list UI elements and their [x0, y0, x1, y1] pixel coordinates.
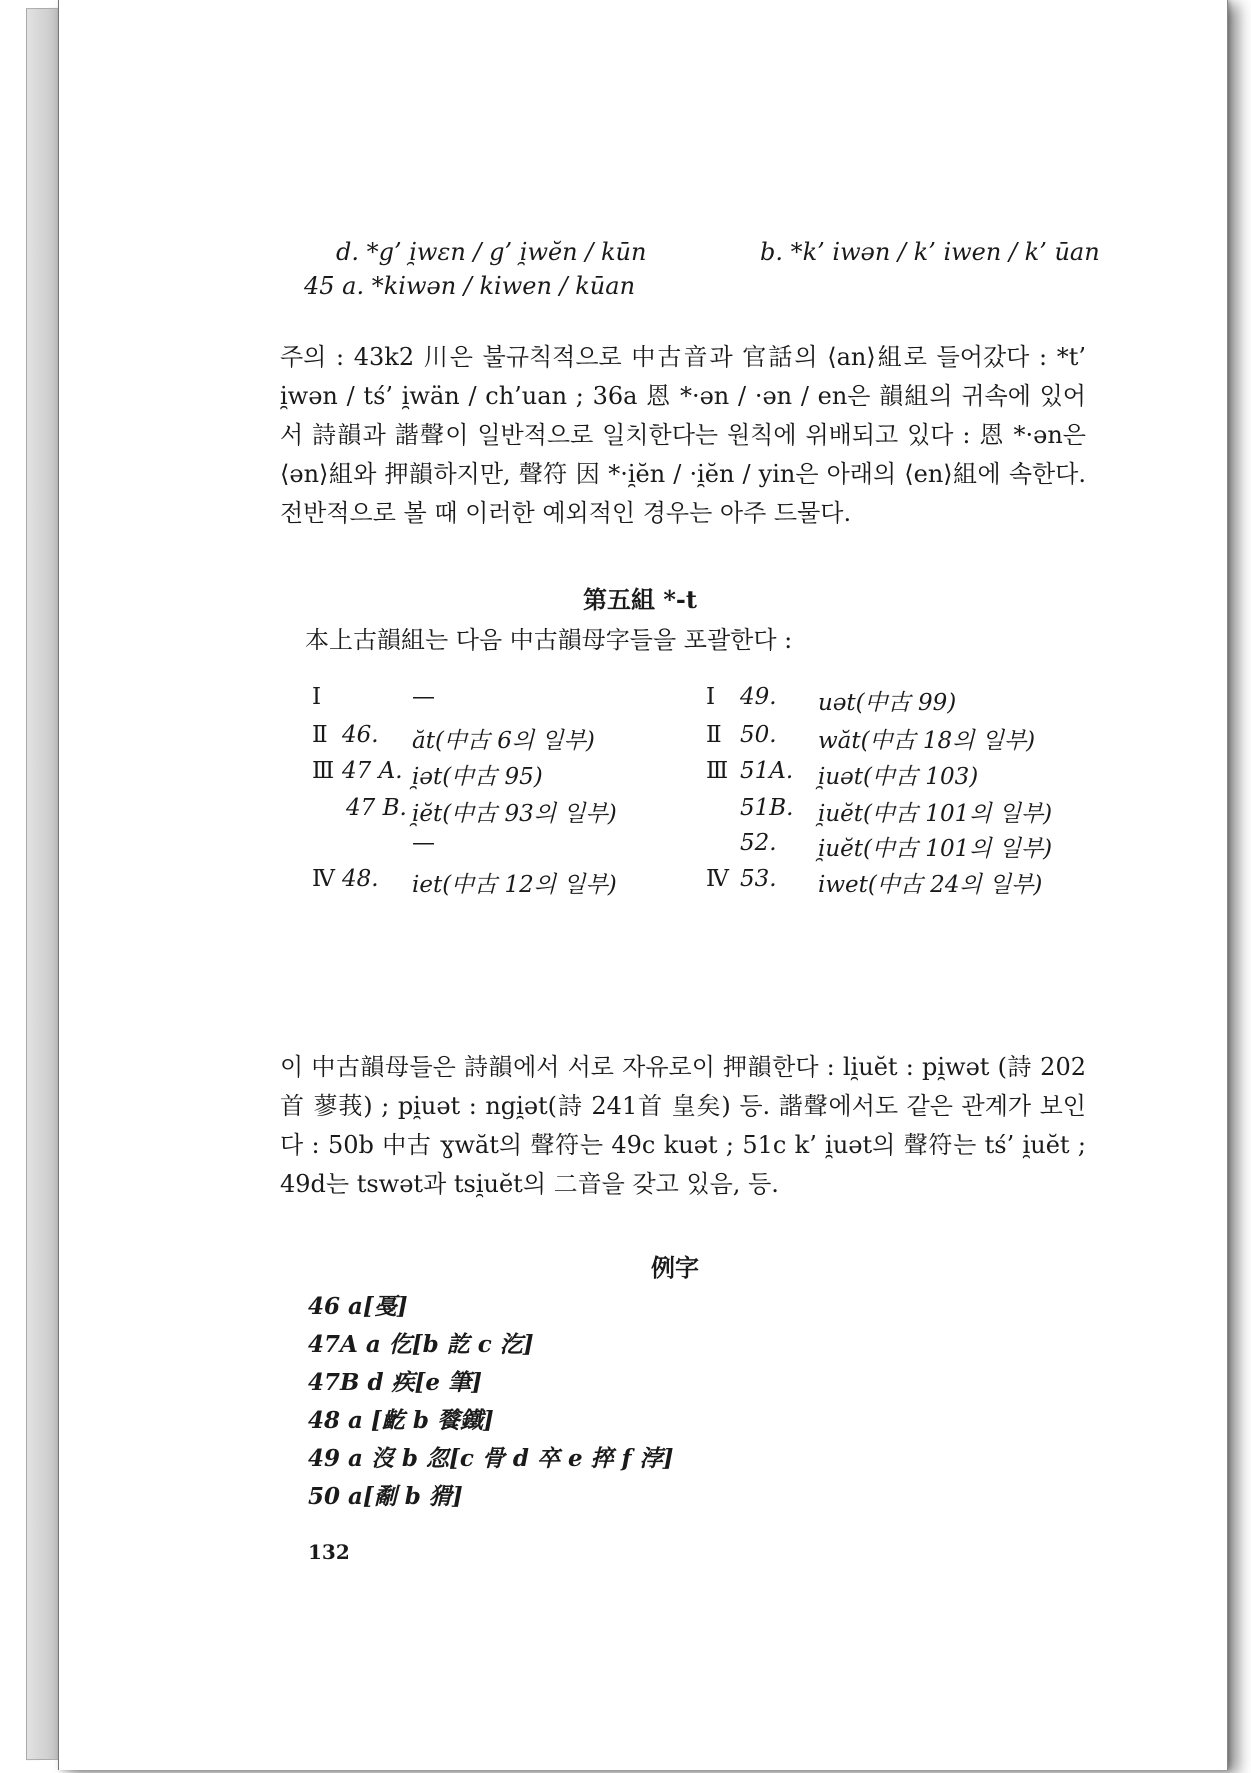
table-left-num: 46.: [342, 722, 379, 748]
table-right-form: wăt(中古 18의 일부): [818, 728, 1036, 754]
table-left-form: iet(中古 12의 일부): [412, 872, 617, 898]
table-right-form: iwet(中古 24의 일부): [818, 872, 1043, 898]
table-right-num: 51A.: [740, 758, 794, 784]
table-right-num: 52.: [740, 830, 777, 856]
example-line: 46 a[戞]: [308, 1293, 408, 1320]
table-right-roman: Ⅳ: [706, 866, 729, 892]
example-line: 49 a 沒 b 忽[c 骨 d 卒 e 捽 f 浡]: [308, 1445, 674, 1472]
table-left-num: 48.: [342, 866, 379, 892]
table-right-num: 49.: [740, 684, 777, 710]
table-left-num: 47 A.: [342, 758, 403, 784]
line-1-right: b. *k’ iwən / k’ iwen / k’ ūan: [760, 238, 1100, 266]
examples-title: 例字: [651, 1253, 699, 1282]
table-left-form: —: [412, 684, 435, 710]
table-right-num: 51B.: [740, 795, 794, 821]
table-right-roman: Ⅲ: [706, 758, 729, 784]
table-left-roman: Ⅰ: [312, 684, 322, 710]
book-spine: [26, 8, 62, 1760]
table-right-form: uət(中古 99): [818, 690, 957, 716]
table-right-form: i̯uĕt(中古 101의 일부): [818, 801, 1053, 827]
example-line: 47A a 仡[b 訖 c 汔]: [308, 1331, 534, 1358]
table-left-form: —: [412, 830, 435, 856]
page-number: 132: [308, 1540, 350, 1564]
rhyme-paragraph: 이 中古韻母들은 詩韻에서 서로 자유로이 押韻한다 : li̯uĕt : pi̯wət (詩 202首 蓼莪) ; pi̯uət : ngi̯ət(詩 241首 皇矣) 등. 諧聲에서도 같은 관계가 보인다 : 50b 中古 ɣwăt의 聲符는 49c kuət ; 51c k’ i̯uət의 聲符는 tś’ i̯uĕt ; 49d는 tswət과 tsi̯uĕt의 二音을 갖고 있음, 등.: [280, 1053, 1086, 1198]
table-left-roman: Ⅳ: [312, 866, 335, 892]
table-left-roman: Ⅱ: [312, 722, 328, 748]
example-line: 48 a [齕 b 餮鐵]: [308, 1407, 494, 1434]
line-2: 45 a. *kiwən / kiwen / kūan: [304, 272, 636, 300]
table-left-form: i̯ət(中古 95): [412, 764, 543, 790]
table-right-form: i̯uət(中古 103): [818, 764, 979, 790]
table-right-roman: Ⅰ: [706, 684, 716, 710]
section-title: 第五組 *-t: [583, 585, 697, 614]
table-left-roman: Ⅲ: [312, 758, 335, 784]
example-line: 50 a[劀 b 猾]: [308, 1483, 463, 1510]
example-line: 47B d 疾[e 筆]: [308, 1369, 482, 1396]
table-right-num: 53.: [740, 866, 777, 892]
note-paragraph: 주의 : 43k2 川은 불규칙적으로 中古音과 官話의 ⟨an⟩組로 들어갔다 : *t’ i̯wən / tś’ i̯wän / ch’uan ; 36a 恩 *·ən / ·ən / en은 韻組의 귀속에 있어서 詩韻과 諧聲이 일반적으로 일치한다는 원칙에 위배되고 있다 : 恩 *·ən은 ⟨ən⟩組와 押韻하지만, 聲符 因 *·i̯ĕn / ·i̯ĕn / yin은 아래의 ⟨en⟩組에 속한다. 전반적으로 볼 때 이러한 예외적인 경우는 아주 드물다.: [280, 343, 1086, 527]
table-right-roman: Ⅱ: [706, 722, 722, 748]
table-left-form: i̯ĕt(中古 93의 일부): [412, 801, 617, 827]
line-1-left: d. *g’ i̯wɛn / g’ i̯wĕn / kūn: [336, 238, 647, 266]
table-right-num: 50.: [740, 722, 777, 748]
section-intro: 本上古韻組는 다음 中古韻母字들을 포괄한다 :: [305, 626, 793, 654]
table-left-form: ăt(中古 6의 일부): [412, 728, 595, 754]
table-left-num: 47 B.: [346, 795, 407, 821]
table-right-form: i̯uĕt(中古 101의 일부): [818, 836, 1053, 862]
